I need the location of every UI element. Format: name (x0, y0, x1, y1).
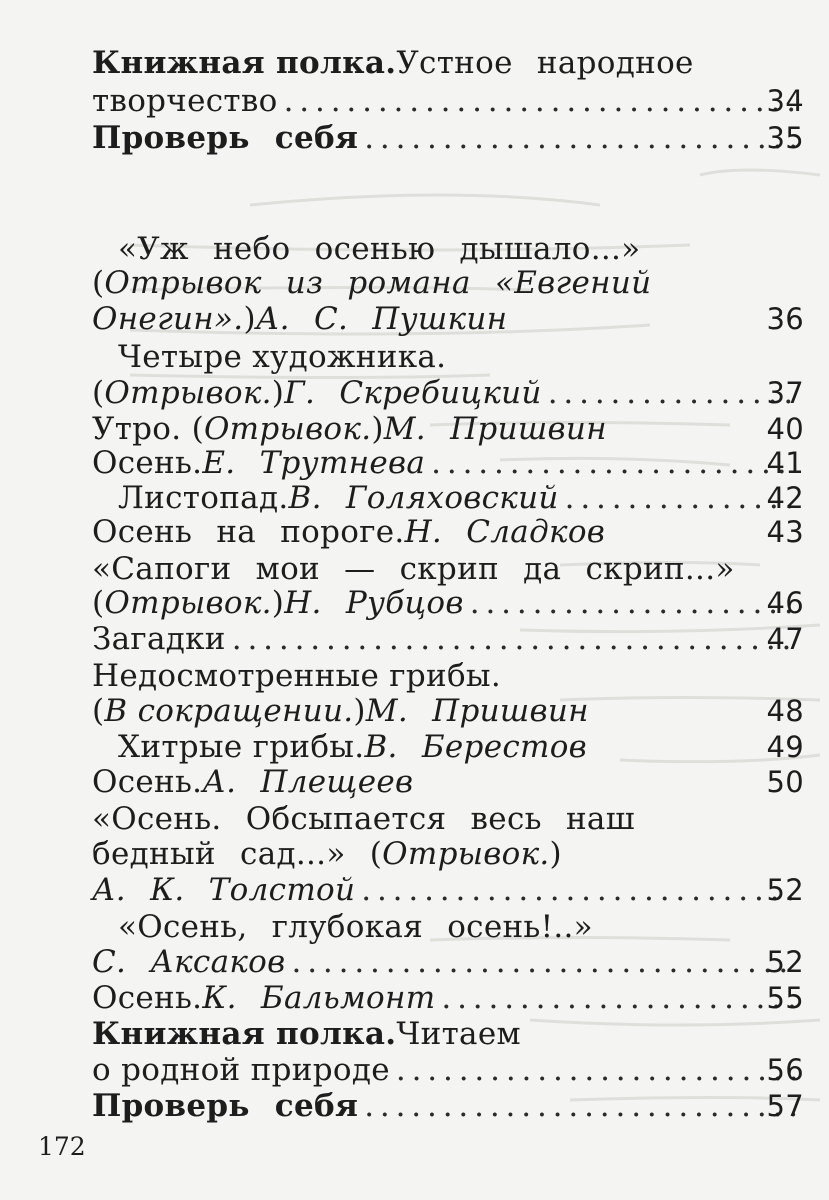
page-number: 172 (38, 1132, 86, 1161)
paren: ) (271, 375, 285, 411)
entry-page: 46 (766, 586, 804, 620)
paren: ) (371, 411, 384, 447)
entry-author: А. Плещеев (202, 764, 414, 800)
entry-page: 52 (766, 945, 804, 979)
toc-entry-book-shelf-folk (92, 42, 792, 84)
dot-leader (284, 80, 796, 122)
entry-page: 36 (766, 302, 804, 336)
entry-author: М. Пришвин (365, 693, 589, 729)
toc-entry-tolstoy-title: «Осень. Обсыпается весь наш (92, 801, 635, 837)
toc-entry-pushkin-title: «Уж небо осенью дышало...» (118, 231, 641, 267)
entry-text: Осень. (92, 764, 203, 800)
toc-entry-aksakov-title: «Осень, глубокая осень!..» (118, 909, 593, 945)
dot-leader (364, 117, 796, 159)
entry-italic: Отрывок. (203, 411, 372, 447)
entry-bold: Проверь себя (92, 120, 359, 156)
entry-bold: Книжная полка. (92, 45, 397, 81)
entry-text: Читаем (396, 1016, 521, 1052)
entry-page: 57 (766, 1089, 804, 1123)
paren: ) (271, 585, 285, 621)
entry-italic: Отрывок. (104, 375, 272, 411)
entry-page: 52 (766, 873, 804, 907)
paren: ( (92, 375, 105, 411)
entry-page: 56 (766, 1053, 804, 1087)
entry-page: 48 (766, 694, 804, 728)
entry-page: 47 (766, 622, 804, 656)
entry-page: 43 (766, 515, 804, 549)
entry-text: Осень. (92, 445, 203, 481)
entry-author: Н. Рубцов (284, 585, 464, 621)
paren: ) (243, 301, 256, 337)
entry-page: 41 (766, 446, 804, 480)
entry-text: о родной природе (92, 1052, 390, 1088)
entry-bold: Книжная полка. (92, 1016, 397, 1052)
toc-entry-boots-title: «Сапоги мои — скрип да скрип...» (92, 551, 735, 587)
entry-text: Утро. ( (92, 411, 204, 447)
paren: ( (92, 265, 105, 301)
entry-page: 49 (766, 730, 804, 764)
entry-italic: В сокращении. (104, 693, 354, 729)
dot-leader (364, 1085, 796, 1127)
entry-text: творчество (92, 83, 278, 119)
entry-italic: Отрывок. (104, 585, 272, 621)
entry-text: Загадки (92, 621, 226, 657)
entry-author: В. Берестов (364, 729, 588, 765)
dot-leader (361, 869, 796, 911)
toc-entry-pushkin-author (92, 298, 804, 340)
entry-author: М. Пришвин (383, 411, 607, 447)
entry-author: К. Бальмонт (202, 980, 436, 1016)
entry-author: Н. Сладков (404, 514, 606, 550)
toc-entry-riddles (92, 618, 804, 660)
entry-italic: Отрывок из романа «Евгений (104, 265, 652, 301)
dot-leader (232, 618, 796, 660)
toc-entry-autumn-threshold (92, 511, 804, 553)
entry-text: бедный сад...» ( (92, 836, 383, 872)
entry-author: Г. Скребицкий (284, 375, 542, 411)
paren: ) (353, 693, 366, 729)
entry-page: 37 (766, 376, 804, 410)
toc-entry-check-yourself-1 (92, 117, 804, 159)
entry-page: 50 (766, 765, 804, 799)
entry-text: Листопад. (118, 480, 289, 516)
entry-page: 35 (766, 121, 804, 155)
paren: ) (549, 836, 562, 872)
paren: ( (92, 585, 105, 621)
toc-entry-four-artists: Четыре художника. (118, 339, 447, 375)
entry-author: Е. Трутнева (202, 445, 426, 481)
entry-author: С. Аксаков (92, 944, 286, 980)
entry-author: В. Голяховский (288, 480, 559, 516)
entry-text: Осень на пороге. (92, 514, 405, 550)
toc-entry-book-shelf-folk-cont (92, 80, 804, 122)
entry-page: 42 (766, 481, 804, 515)
entry-page: 34 (766, 84, 804, 118)
toc-entry-tolstoy-author (92, 869, 804, 911)
toc-entry-mushrooms-title: Недосмотренные грибы. (92, 658, 502, 694)
section-title (40, 190, 740, 232)
toc-entry-autumn-pleshcheev (92, 761, 804, 803)
entry-text: Осень. (92, 980, 203, 1016)
entry-page: 40 (766, 412, 804, 446)
entry-author: А. К. Толстой (92, 872, 356, 908)
entry-italic: Отрывок. (382, 836, 550, 872)
entry-author: А. С. Пушкин (255, 301, 508, 337)
paren: ( (92, 693, 105, 729)
entry-bold: Проверь себя (92, 1088, 359, 1124)
toc-entry-check-yourself-2 (92, 1085, 804, 1127)
entry-page: 55 (766, 981, 804, 1015)
entry-text: Хитрые грибы. (118, 729, 365, 765)
entry-italic: Онегин». (92, 301, 244, 337)
entry-text: Устное народное (396, 45, 694, 81)
